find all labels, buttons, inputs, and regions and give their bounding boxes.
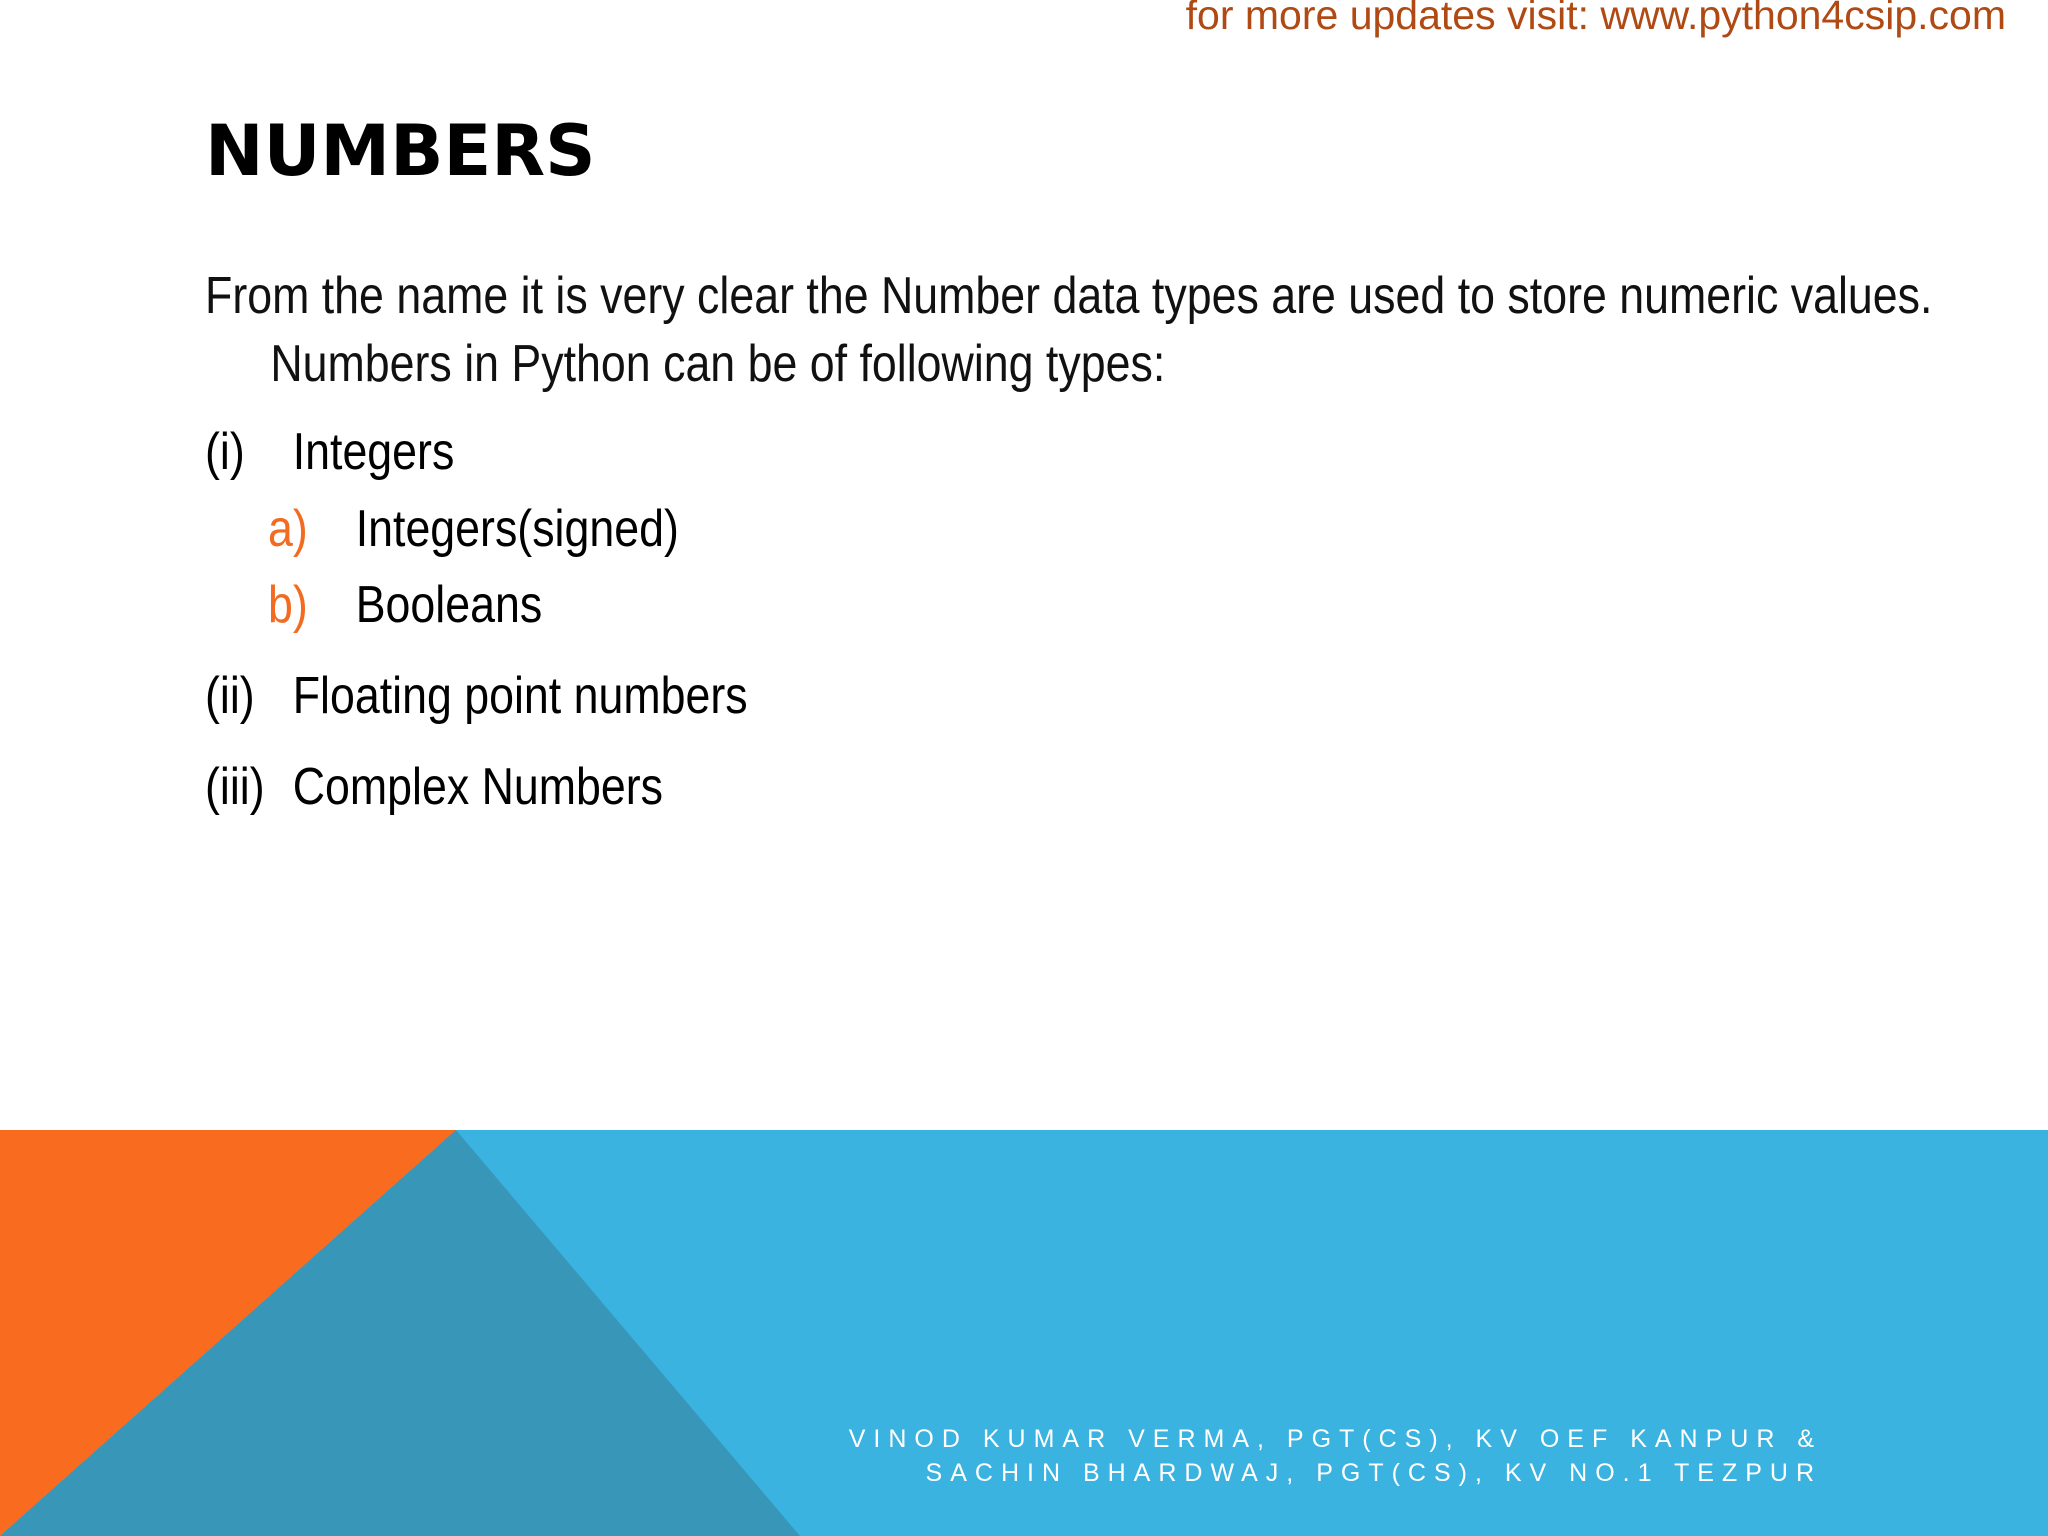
intro-paragraph: From the name it is very clear the Number data types are used to store numeric values. Numbers in Python can be of following types: bbox=[205, 267, 1933, 393]
slide-title: NUMBERS bbox=[205, 110, 596, 192]
list-item-label: Floating point numbers bbox=[292, 667, 748, 725]
list-item-label: Integers bbox=[292, 423, 455, 481]
credit-line-2: SACHIN BHARDWAJ, PGT(CS), KV NO.1 TEZPUR bbox=[925, 1459, 1822, 1487]
list-item-floating-point bbox=[205, 666, 748, 726]
list-marker: (ii) bbox=[205, 667, 255, 725]
list-marker: b) bbox=[268, 576, 308, 634]
list-item-booleans bbox=[268, 575, 543, 635]
list-item-label: Integers(signed) bbox=[355, 500, 679, 558]
credit-line-1: VINOD KUMAR VERMA, PGT(CS), KV OEF KANPUR & bbox=[848, 1425, 1822, 1453]
slide-body bbox=[205, 262, 1933, 398]
list-item-label: Booleans bbox=[355, 576, 543, 634]
list-item-label: Complex Numbers bbox=[292, 758, 664, 816]
list-marker: a) bbox=[268, 500, 308, 558]
list-item-integers-signed bbox=[268, 499, 679, 559]
watermark-link[interactable]: for more updates visit: www.python4csip.com bbox=[1185, 0, 2006, 38]
list-marker: (iii) bbox=[205, 758, 265, 816]
author-credits bbox=[849, 1422, 1822, 1490]
list-item-integers bbox=[205, 422, 455, 482]
list-item-complex bbox=[205, 757, 664, 817]
list-marker: (i) bbox=[205, 423, 245, 481]
